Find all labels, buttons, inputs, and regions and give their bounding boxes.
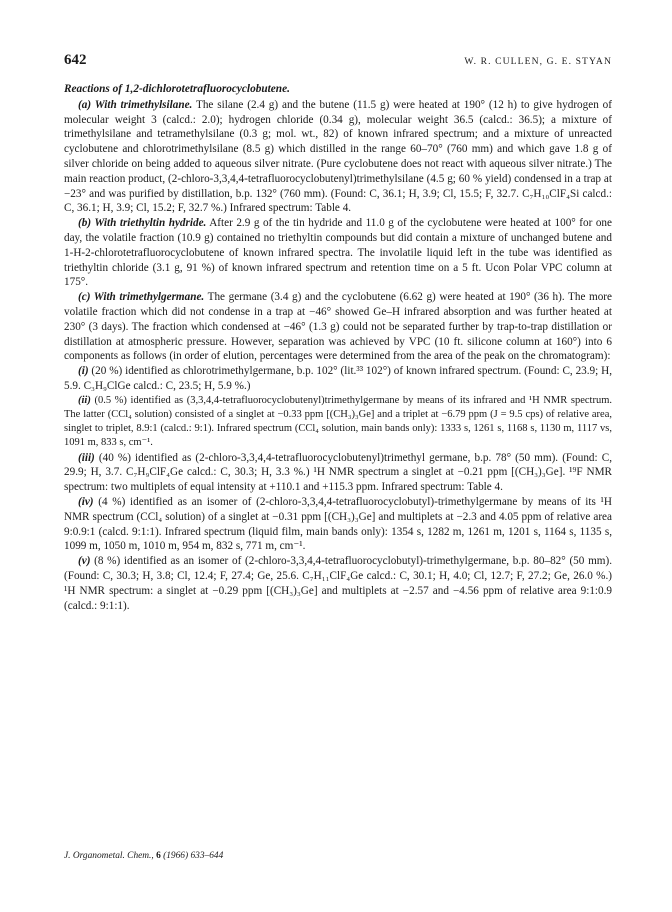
paragraph-text: (20 %) identified as chlorotrimethylgermane, b.p. 102° (lit.³³ 102°) of known infrared spectrum. (Found: C, 23.9; H, 5.9. C₃H₉ClGe calcd.: C, 23.5; H, 5.9 %.) (64, 365, 612, 392)
paragraph-lead: (iii) (78, 451, 95, 464)
article-body (64, 98, 612, 614)
paragraph-lead: (c) With trimethylgermane. (78, 291, 205, 304)
paragraph (64, 364, 612, 394)
journal-year-pages: (1966) 633–644 (163, 851, 224, 861)
paragraph-lead: (b) With triethyltin hydride. (78, 217, 207, 230)
paragraph-text: (4 %) identified as an isomer of (2-chloro-3,3,4,4-tetrafluorocyclobutyl)-trimethylgermane by means of its ¹H NMR spectrum (CCl₄ solution) of a singlet at −0.31 ppm [(CH₃)₃Ge] and multiplets at −2.3 and 4.05 ppm of relative area 9:0.9:1 (calcd. 9:1:1). Infrared spectrum (liquid film, main bands only): 1354 s, 1282 m, 1261 m, 1201 s, 1164 s, 1135 s, 1099 m, 1050 m, 1010 m, 954 m, 832 s, 771 m, cm⁻¹. (64, 495, 612, 553)
journal-volume: 6 (156, 851, 161, 861)
paragraph-text: (40 %) identified as (2-chloro-3,3,4,4-tetrafluorocyclobutenyl)trimethyl germane, b.p. 78° (50 mm). (Found: C, 29.9; H, 3.7. C₇H₉ClF₄Ge calcd.: C, 30.3; H, 3.3 %.) ¹H NMR spectrum a singlet at −0.21 ppm [(CH₃)₃Ge]. ¹⁹F NMR spectrum: two multiplets of equal intensity at +110.1 and +115.3 ppm. Infrared spectrum: Table 4. (64, 451, 612, 494)
page-number: 642 (64, 52, 87, 68)
paragraph (64, 495, 612, 554)
paragraph (64, 290, 612, 364)
paragraph (64, 451, 612, 495)
paragraph-text: (0.5 %) identified as (3,3,4,4-tetrafluorocyclobutenyl)trimethylgermane by means of its infrared and ¹H NMR spectrum. The latter (CCl₄ solution) consisted of a singlet at −0.33 ppm [(CH₃)₃Ge] and a triplet at −6.79 ppm (J = 9.5 cps) of relative area, singlet to triplet, 8.9:1 (calcd.: 9:1). Infrared spectrum (CCl₄ solution, main bands only): 1333 s, 1261 s, 1168 s, 1130 m, 1117 vs, 1091 m, 833 s, cm⁻¹. (64, 394, 612, 449)
paragraph (64, 394, 612, 451)
paragraph-lead: (ii) (78, 394, 91, 406)
paragraph-lead: (i) (78, 365, 89, 378)
journal-name: J. Organometal. Chem., (64, 851, 154, 861)
paragraph-text: After 2.9 g of the tin hydride and 11.0 g of the cyclobutene were heated at 100° for one day, the volatile fraction (10.9 g) contained no triethyltin compounds but did contain a mixture of unchanged butene and 1-H-2-chlorotetrafluorocyclobutene of known infrared spectra. The involatile liquid left in the tube was identified as triethyltin chloride (3.1 g, 91 %) of known infrared spectrum and retention time on a 5 ft. Ucon Polar VPC column at 175°. (64, 217, 612, 289)
paragraph (64, 554, 612, 613)
paragraph-text: The silane (2.4 g) and the butene (11.5 g) were heated at 190° (12 h) to give hydrogen of molecular weight 3 (calcd.: 2.0); hydrogen chloride (0.34 g), molecular weight 36.5 (calcd.: 36.5); a mixture of trimethylsilane and tetramethylsilane (0.3 g; mol. wt., 82) of known infrared spectrum; and a mixture of unreacted cyclobutene and chlorotrimethylsilane (8.5 g) which distilled in the range 60–70° (760 mm) and which gave 1.8 g of silver chloride on being added to aqueous silver nitrate. (Pure cyclobutene does not react with aqueous silver nitrate.) The main reaction product, (2-chloro-3,3,4,4-tetrafluorocyclobutenyl)trimethylsilane (4.5 g; 60 % yield) condensed in a trap at −23° and was purified by distillation, b.p. 132° (760 mm). (Found: C, 36.1; H, 3.9; Cl, 15.5; F, 32.7. C₇H₁₀ClF₄Si calcd.: C, 36.1; H, 3.9; Cl, 15.2; F, 32.7 %.) Infrared spectrum: Table 4. (64, 98, 612, 215)
section-heading: Reactions of 1,2-dichlorotetrafluorocyclobutene. (64, 83, 290, 95)
paragraph-text: (8 %) identified as an isomer of (2-chloro-3,3,4,4-tetrafluorocyclobutyl)-trimethylgermane, b.p. 80–82° (50 mm). (Found: C, 30.3; H, 3.8; Cl, 12.4; F, 27.4; Ge, 25.6. C₇H₁₁ClF₄Ge calcd.: C, 30.1; H, 4.0; Cl, 12.7; F, 27.2; Ge, 26.0 %.) ¹H NMR spectrum: a singlet at −0.29 ppm [(CH₃)₃Ge] and multiplets at −2.57 and −4.56 ppm of relative area 9:1:0.9 (calcd.: 9:1:1). (64, 555, 612, 612)
paragraph-lead: (a) With trimethylsilane. (78, 98, 193, 111)
paragraph-lead: (iv) (78, 495, 94, 508)
paragraph (64, 98, 612, 216)
paragraph (64, 216, 612, 290)
page-footer (64, 851, 223, 861)
journal-page (64, 52, 612, 613)
paragraph-text: The germane (3.4 g) and the cyclobutene (6.62 g) were heated at 190° (36 h). The more volatile fraction which did not condense in a trap at −46° showed Ge–H infrared absorption and was further heated at 230° (3 days). The fraction which condensed at −46° (1.3 g) could not be separated further by trap-to-trap distillation or distillation at atmospheric pressure. However, separation was achieved by VPC (10 ft. silicone column at 160°) into 6 components as follows (in order of elution, percentages were determined from the area of the peak on the chromatogram): (64, 291, 612, 363)
page-header (64, 52, 612, 82)
paragraph-lead: (v) (78, 555, 91, 568)
running-authors: W. R. CULLEN, G. E. STYAN (464, 56, 612, 67)
